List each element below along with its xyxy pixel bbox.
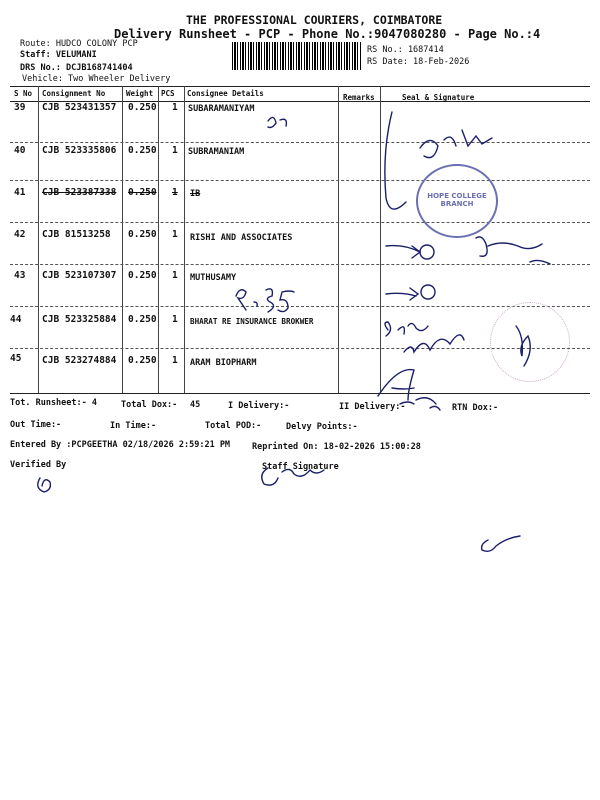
col-seal-signature: Seal & Signature — [402, 93, 475, 102]
row-consignment: CJB 523274884 — [42, 355, 117, 366]
row-pcs: 1 — [172, 355, 178, 366]
row-consignment: CJB 523431357 — [42, 102, 117, 113]
row-sno: 43 — [14, 270, 26, 281]
col-remarks: Remarks — [343, 93, 375, 102]
entered-by: Entered By :PCPGEETHA 02/18/2026 2:59:21 PM — [10, 440, 231, 450]
row-weight: 0.250 — [128, 145, 157, 156]
row-consignment: CJB 523107307 — [42, 270, 117, 281]
row-consignee: RISHI AND ASSOCIATES — [190, 233, 293, 243]
row-sno: 44 — [10, 314, 22, 325]
total-runsheet: Tot. Runsheet:- 4 — [10, 398, 97, 408]
col-pcs: PCS — [161, 89, 175, 98]
row-weight: 0.250 — [128, 102, 157, 113]
drs-number: DRS No.: DCJB168741404 — [20, 63, 133, 73]
row-sno: 41 — [14, 187, 26, 198]
rs-date: RS Date: 18-Feb-2026 — [367, 57, 470, 67]
route-label: Route: HUDCO COLONY PCP — [20, 39, 138, 49]
total-dox-label: Total Dox:- — [121, 400, 178, 410]
row-weight: 0.250 — [128, 314, 157, 325]
row-weight: 0.250 — [128, 187, 157, 198]
branch-stamp: HOPE COLLEGE BRANCH — [416, 164, 498, 238]
row-consignment: CJB 523335806 — [42, 145, 117, 156]
row-pcs: 1 — [172, 314, 178, 325]
row-sno: 45 — [10, 353, 22, 364]
row-consignee: ARAM BIOPHARM — [190, 358, 257, 368]
company-title: THE PROFESSIONAL COURIERS, COIMBATORE — [186, 13, 443, 27]
row-pcs: 1 — [172, 187, 178, 198]
row-consignment: CJB 523325884 — [42, 314, 117, 325]
ii-delivery: II Delivery:- — [339, 402, 406, 412]
total-dox-value: 45 — [190, 400, 201, 410]
row-consignee: IB — [190, 189, 201, 199]
rtn-dox: RTN Dox:- — [452, 403, 499, 413]
staff-signature-label: Staff Signature — [262, 462, 339, 472]
row-consignee: SUBARAMANIYAM — [188, 104, 255, 114]
row-weight: 0.250 — [128, 270, 157, 281]
row-consignee: MUTHUSAMY — [190, 273, 237, 283]
delvy-points: Delvy Points:- — [286, 422, 358, 432]
col-sno: S No — [14, 89, 33, 98]
reprinted-on: Reprinted On: 18-02-2026 15:00:28 — [252, 442, 421, 452]
total-pod: Total POD:- — [205, 421, 262, 431]
i-delivery: I Delivery:- — [228, 401, 290, 411]
row-sno: 42 — [14, 229, 26, 240]
row-pcs: 1 — [172, 145, 178, 156]
row-consignment: CJB 81513258 — [42, 229, 111, 240]
row-pcs: 1 — [172, 229, 178, 240]
vehicle-label: Vehicle: Two Wheeler Delivery — [22, 74, 171, 84]
staff-label: Staff: VELUMANI — [20, 50, 97, 60]
col-weight: Weight — [126, 89, 154, 98]
row-weight: 0.250 — [128, 229, 157, 240]
row-sno: 39 — [14, 102, 26, 113]
verified-by: Verified By — [10, 460, 67, 470]
in-time: In Time:- — [110, 421, 157, 431]
row-consignment: CJB 523387338 — [42, 187, 117, 198]
row-weight: 0.250 — [128, 355, 157, 366]
rs-number: RS No.: 1687414 — [367, 45, 444, 55]
runsheet-subtitle: Delivery Runsheet - PCP - Phone No.:9047080280 - Page No.:4 — [114, 27, 541, 41]
col-consignment: Consignment No — [42, 89, 106, 98]
row-consignee: BHARAT RE INSURANCE BROKWER — [190, 317, 314, 326]
row-sno: 40 — [14, 145, 26, 156]
row-pcs: 1 — [172, 102, 178, 113]
row-pcs: 1 — [172, 270, 178, 281]
row-consignee: SUBRAMANIAM — [188, 147, 245, 157]
col-consignee: Consignee Details — [187, 89, 264, 98]
out-time: Out Time:- — [10, 420, 62, 430]
